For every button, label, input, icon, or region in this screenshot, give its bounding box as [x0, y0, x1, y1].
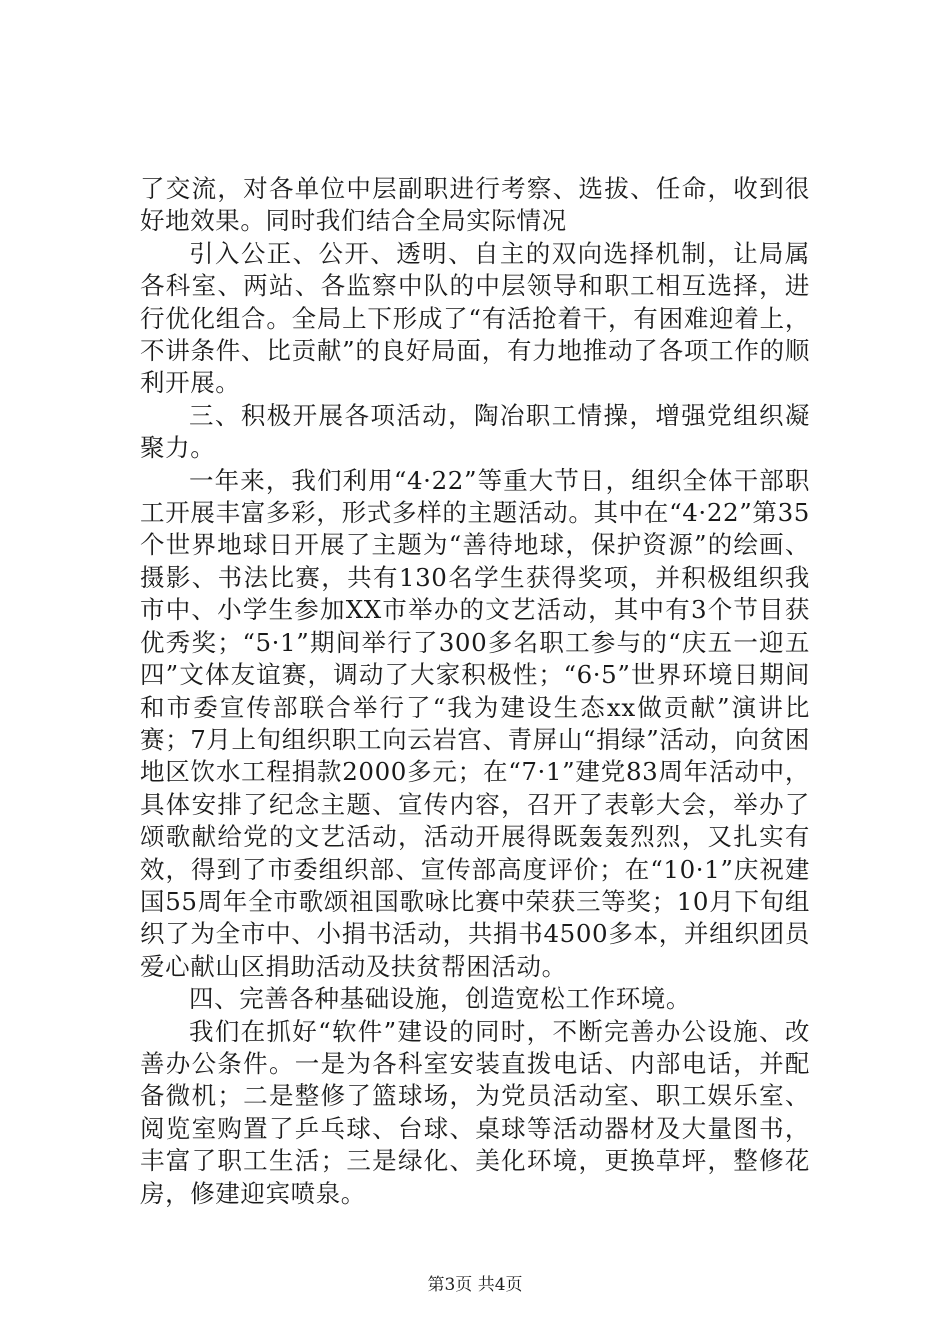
paragraph-6: 我们在抓好“软件”建设的同时，不断完善办公设施、改善办公条件。一是为各科室安装直拨电话、内部电话，并配备微机；二是整修了篮球场，为党员活动室、职工娱乐室、阅览室购置了乒乓球、台球、桌球等活动器材及大量图书，丰富了职工生活；三是绿化、美化环境，更换草坪，整修花房，修建迎宾喷泉。: [140, 1016, 810, 1208]
paragraph-4: 一年来，我们利用“4·22”等重大节日，组织全体干部职工开展丰富多彩，形式多样的主题活动。其中在“4·22”第35个世界地球日开展了主题为“善待地球，保护资源”的绘画、摄影、书法比赛，共有130名学生获得奖项，并积极组织我市中、小学生参加XX市举办的文艺活动，其中有3个节目获优秀奖；“5·1”期间举行了300多名职工参与的“庆五一迎五四”文体友谊赛，调动了大家积极性；“6·5”世界环境日期间和市委宣传部联合举行了“我为建设生态xx做贡献”演讲比赛；7月上旬组织职工向云岩宫、青屏山“捐绿”活动，向贫困地区饮水工程捐款2000多元；在“7·1”建党83周年活动中，具体安排了纪念主题、宣传内容，召开了表彰大会，举办了颂歌献给党的文艺活动，活动开展得既轰轰烈烈，又扎实有效，得到了市委组织部、宣传部高度评价；在“10·1”庆祝建国55周年全市歌颂祖国歌咏比赛中荣获三等奖；10月下旬组织了为全市中、小捐书活动，共捐书4500多本，并组织团员爱心献山区捐助活动及扶贫帮困活动。: [140, 465, 810, 981]
section-heading-3: 三、积极开展各项活动，陶冶职工情操，增强党组织凝聚力。: [140, 400, 810, 463]
page-footer: 第3页 共4页: [427, 1275, 523, 1295]
section-heading-4: 四、完善各种基础设施，创造宽松工作环境。: [189, 984, 691, 1014]
document-body: [140, 173, 810, 1210]
paragraph-1: 了交流，对各单位中层副职进行考察、选拔、任命，收到很好地效果。同时我们结合全局实际情况: [140, 174, 810, 236]
paragraph-2: 引入公正、公开、透明、自主的双向选择机制，让局属各科室、两站、各监察中队的中层领导和职工相互选择，进行优化组合。全局上下形成了“有活抢着干，有困难迎着上，不讲条件、比贡献”的良好局面，有力地推动了各项工作的顺利开展。: [140, 238, 810, 398]
